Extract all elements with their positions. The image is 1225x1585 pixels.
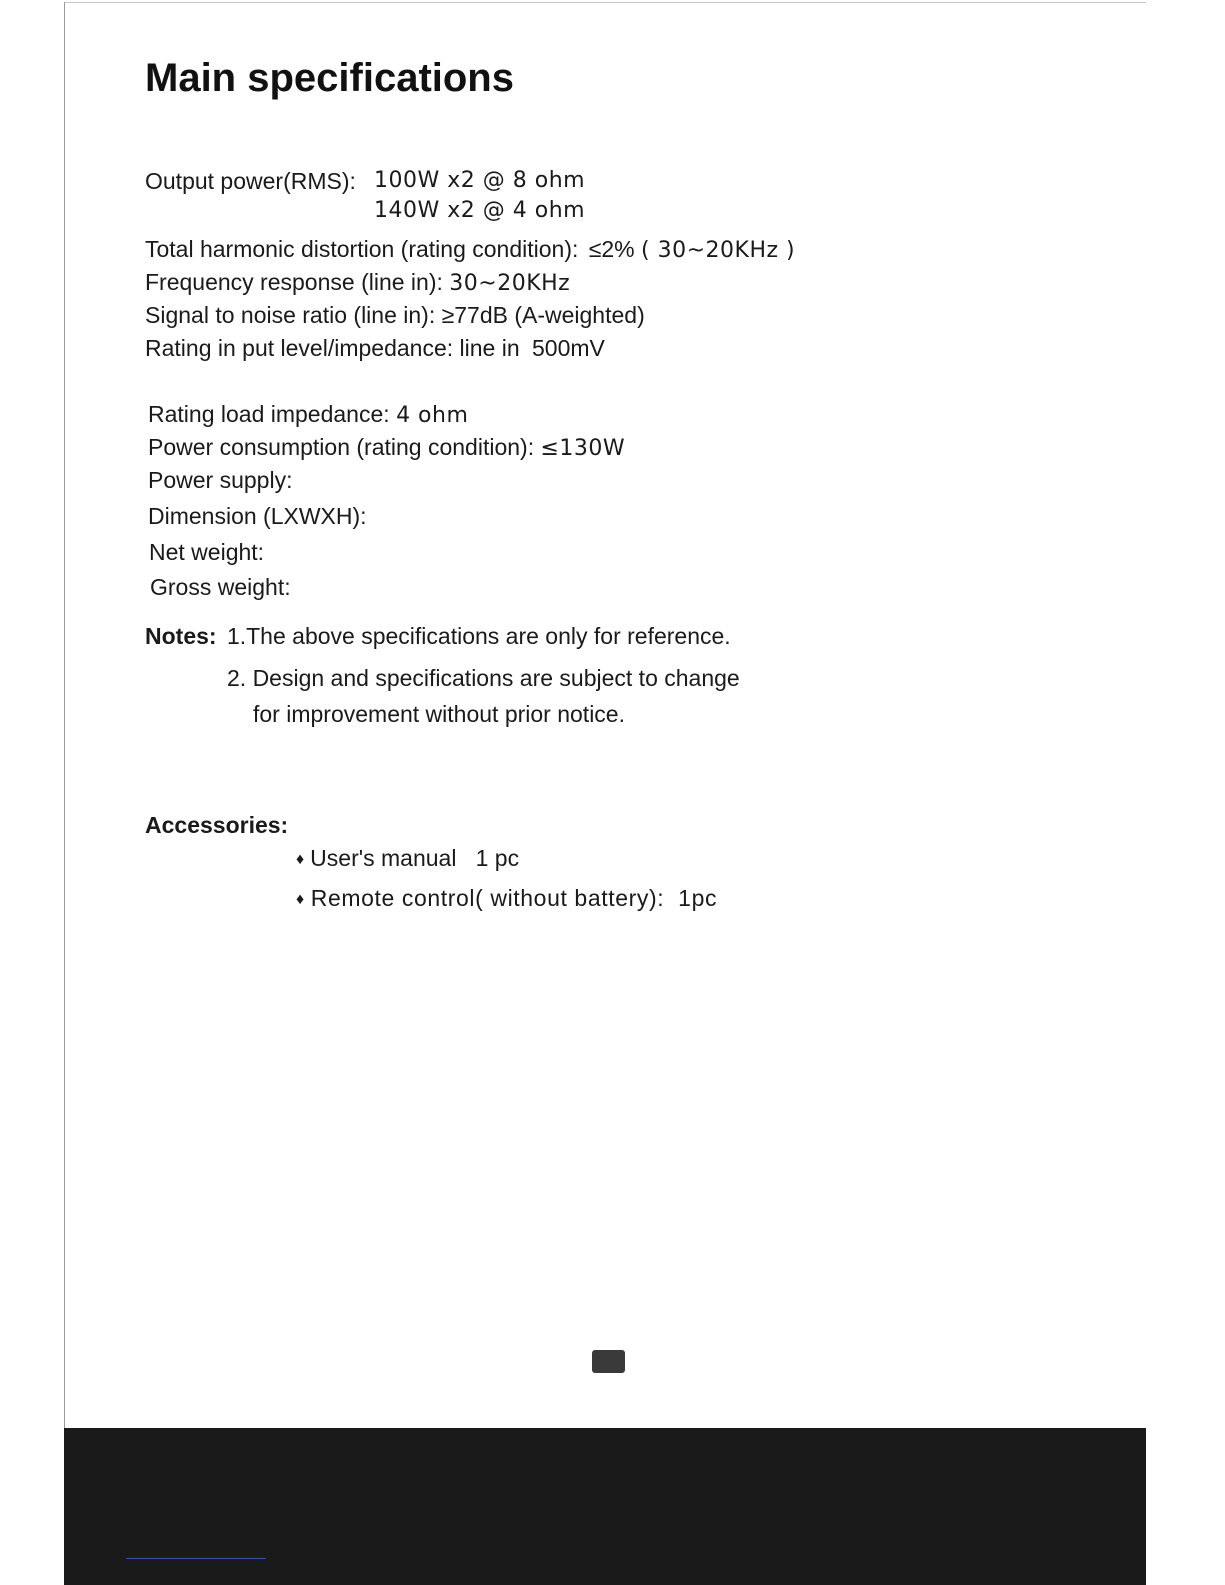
spec-value: 500mV — [532, 335, 605, 361]
spec-power-supply: Power supply: — [148, 467, 293, 493]
accessory-text: Remote control( without battery): 1pc — [310, 885, 718, 911]
page-title: Main specifications — [145, 56, 514, 100]
top-border — [64, 2, 1146, 3]
note-2-line-1: 2. Design and specifications are subject to change — [227, 665, 740, 691]
spec-label: Rating in put level/impedance: line in — [145, 335, 520, 361]
spec-label: Signal to noise ratio (line in): — [145, 302, 436, 328]
left-border — [64, 2, 65, 1432]
notes-label: Notes: — [145, 623, 217, 649]
spec-value: ≥77dB (A-weighted) — [441, 302, 645, 328]
footer-band — [64, 1428, 1146, 1585]
spec-value: 4 ohm — [396, 403, 469, 428]
spec-output-power-value-2: 140W x2 @ 4 ohm — [374, 198, 586, 223]
spec-range: ( 30~20KHz ) — [641, 238, 796, 263]
page-number-tab — [592, 1350, 625, 1373]
accessory-item — [296, 885, 717, 912]
spec-output-power — [145, 168, 356, 195]
note-2-line-2: for improvement without prior notice. — [253, 701, 625, 727]
spec-dimension: Dimension (LXWXH): — [148, 503, 367, 529]
accessory-item — [296, 845, 519, 872]
spec-value: ≤2% — [588, 236, 635, 262]
accessories-heading: Accessories: — [145, 812, 289, 838]
accessory-text: User's manual 1 pc — [310, 845, 520, 871]
spec-power-consumption — [148, 434, 625, 461]
spec-rating-input — [145, 335, 605, 362]
bullet-icon: ♦ — [296, 851, 305, 868]
spec-label: Frequency response (line in): — [145, 269, 443, 295]
spec-value: 30~20KHz — [449, 271, 571, 296]
bullet-icon: ♦ — [296, 891, 305, 908]
spec-label: Rating load impedance: — [148, 401, 390, 427]
spec-gross-weight: Gross weight: — [150, 574, 291, 600]
spec-thd — [145, 236, 795, 263]
notes-line-1 — [145, 623, 731, 650]
spec-net-weight: Net weight: — [149, 539, 265, 565]
note-1: 1.The above specifications are only for reference. — [226, 623, 731, 649]
spec-value: ≤130W — [540, 436, 626, 461]
spec-label: Total harmonic distortion (rating condition): — [145, 236, 579, 262]
spec-frequency-response — [145, 269, 570, 296]
spec-output-power-value-1: 100W x2 @ 8 ohm — [374, 168, 586, 193]
footer-underline — [126, 1558, 266, 1559]
spec-load-impedance — [148, 401, 468, 428]
spec-snr — [145, 302, 645, 329]
spec-label: Power consumption (rating condition): — [148, 434, 535, 460]
spec-label: Output power(RMS): — [145, 168, 356, 194]
